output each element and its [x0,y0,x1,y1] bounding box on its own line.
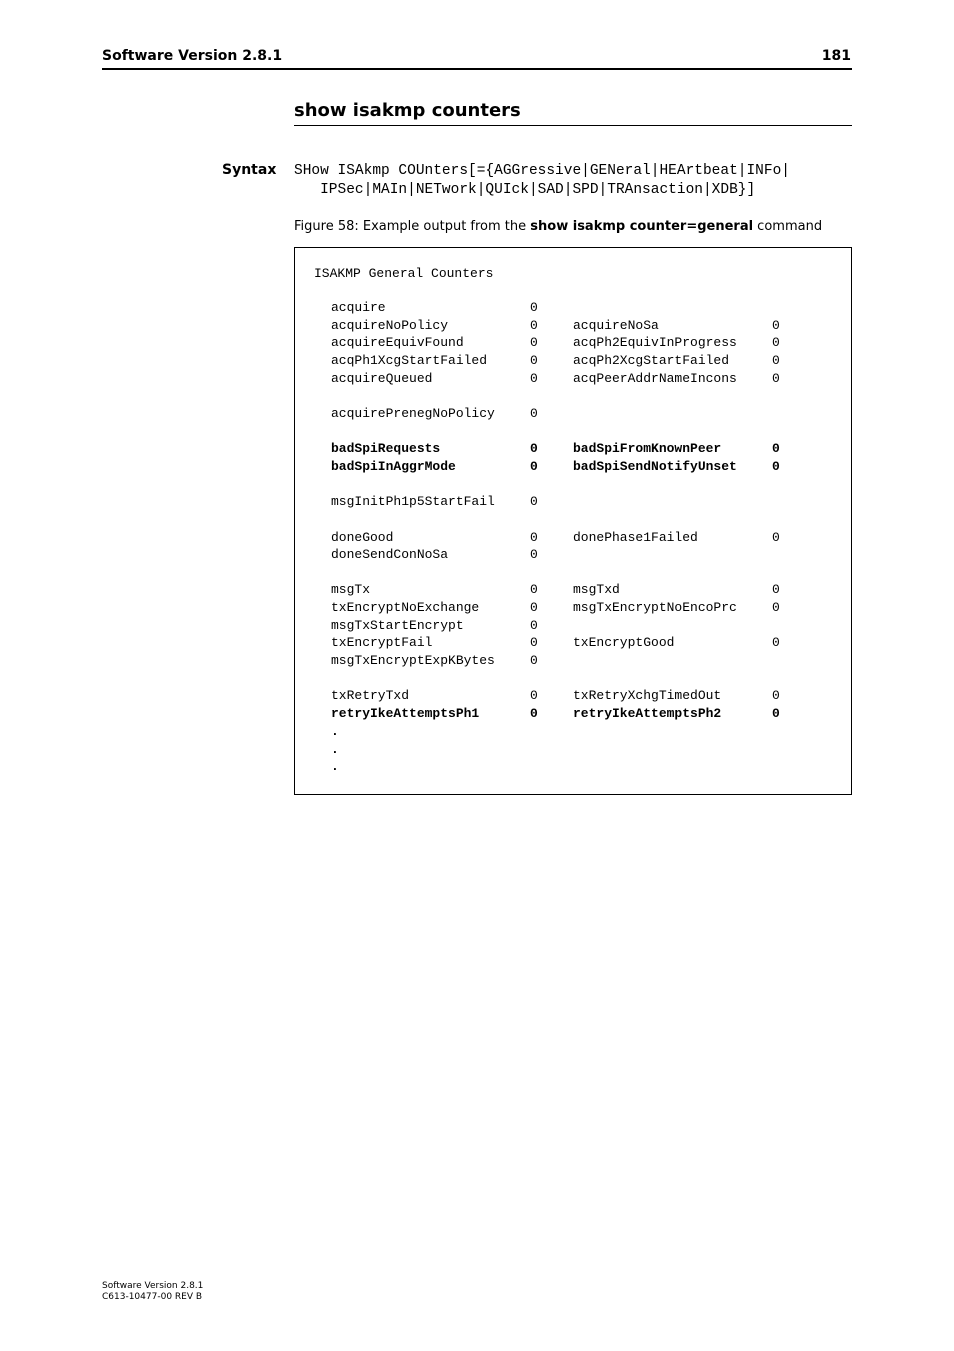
counter-value: 0 [772,600,780,615]
counter-value: 0 [530,441,538,456]
counter-value: 0 [530,635,538,650]
counter-name: txRetryTxd [331,688,410,703]
counter-name: txRetryXchgTimedOut [573,688,722,703]
section-rule [294,125,852,126]
counter-name: msgTxEncryptNoEncoPrc [573,600,737,615]
counter-value: 0 [772,706,780,721]
caption-suffix: command [753,219,823,234]
counter-name: acquireQueued [331,371,433,386]
counter-value: 0 [772,688,780,703]
syntax-label: Syntax [222,162,277,178]
counter-name: donePhase1Failed [573,530,698,545]
syntax-line-2: IPSec|MAIn|NETwork|QUIck|SAD|SPD|TRAnsaction|XDB}] [294,182,756,198]
page-footer [102,1281,203,1303]
counter-name: msgTxEncryptExpKBytes [331,653,495,668]
counter-value: 0 [530,371,538,386]
counter-value: 0 [530,653,538,668]
figure-caption [294,219,822,234]
page-number: 181 [821,48,851,64]
ellipsis-dot: . [331,724,339,739]
counter-name: doneGood [331,530,394,545]
counter-value: 0 [530,530,538,545]
footer-doc-id: C613-10477-00 REV B [102,1292,203,1302]
counter-name: badSpiRequests [331,441,441,456]
counter-name: msgTxStartEncrypt [331,618,464,633]
counter-name: msgTxd [573,582,620,597]
counter-value: 0 [530,618,538,633]
counter-value: 0 [530,318,538,333]
counter-value: 0 [530,494,538,509]
counter-value: 0 [530,406,538,421]
counter-name: acqPh2XcgStartFailed [573,353,730,368]
counter-value: 0 [772,459,780,474]
counter-value: 0 [772,635,780,650]
counter-name: badSpiSendNotifyUnset [573,459,737,474]
counter-name: acquireNoSa [573,318,659,333]
counter-name: msgInitPh1p5StartFail [331,494,495,509]
counter-value: 0 [530,335,538,350]
counter-value: 0 [530,706,538,721]
counter-value: 0 [772,318,780,333]
counter-value: 0 [530,300,538,315]
counter-name: msgTx [331,582,371,597]
counter-value: 0 [530,353,538,368]
ellipsis-dot: . [331,742,339,757]
command-output-box [294,247,852,795]
counter-value: 0 [772,530,780,545]
counter-value: 0 [530,600,538,615]
counter-name: txEncryptFail [331,635,433,650]
header-rule [102,68,852,70]
syntax-line-1: SHow ISAkmp COUnters[={AGGressive|GENeral|HEArtbeat|INFo| [294,163,790,179]
footer-version: Software Version 2.8.1 [102,1281,204,1291]
counter-value: 0 [530,459,538,474]
caption-command: show isakmp counter=general [530,219,754,234]
running-header-version: Software Version 2.8.1 [102,48,283,64]
counter-value: 0 [530,582,538,597]
counter-name: badSpiFromKnownPeer [573,441,722,456]
counter-name: txEncryptNoExchange [331,600,480,615]
counter-name: acqPh1XcgStartFailed [331,353,488,368]
counter-value: 0 [772,371,780,386]
counter-name: doneSendConNoSa [331,547,449,562]
counter-name: badSpiInAggrMode [331,459,456,474]
caption-prefix: Figure 58: Example output from the [294,219,531,234]
counter-name: retryIkeAttemptsPh1 [331,706,480,721]
ellipsis-dot: . [331,759,339,774]
counter-name: acqPh2EquivInProgress [573,335,737,350]
counter-name: acquireNoPolicy [331,318,449,333]
counter-value: 0 [772,335,780,350]
counter-name: acquire [331,300,386,315]
counter-value: 0 [772,582,780,597]
counter-value: 0 [530,547,538,562]
section-title: show isakmp counters [294,100,521,121]
counter-name: txEncryptGood [573,635,675,650]
output-title: ISAKMP General Counters [314,266,494,281]
counter-name: acquirePrenegNoPolicy [331,406,495,421]
counter-value: 0 [530,688,538,703]
counter-value: 0 [772,441,780,456]
counter-name: retryIkeAttemptsPh2 [573,706,722,721]
counter-value: 0 [772,353,780,368]
counter-name: acquireEquivFound [331,335,464,350]
counter-name: acqPeerAddrNameIncons [573,371,737,386]
syntax-command [294,162,790,200]
